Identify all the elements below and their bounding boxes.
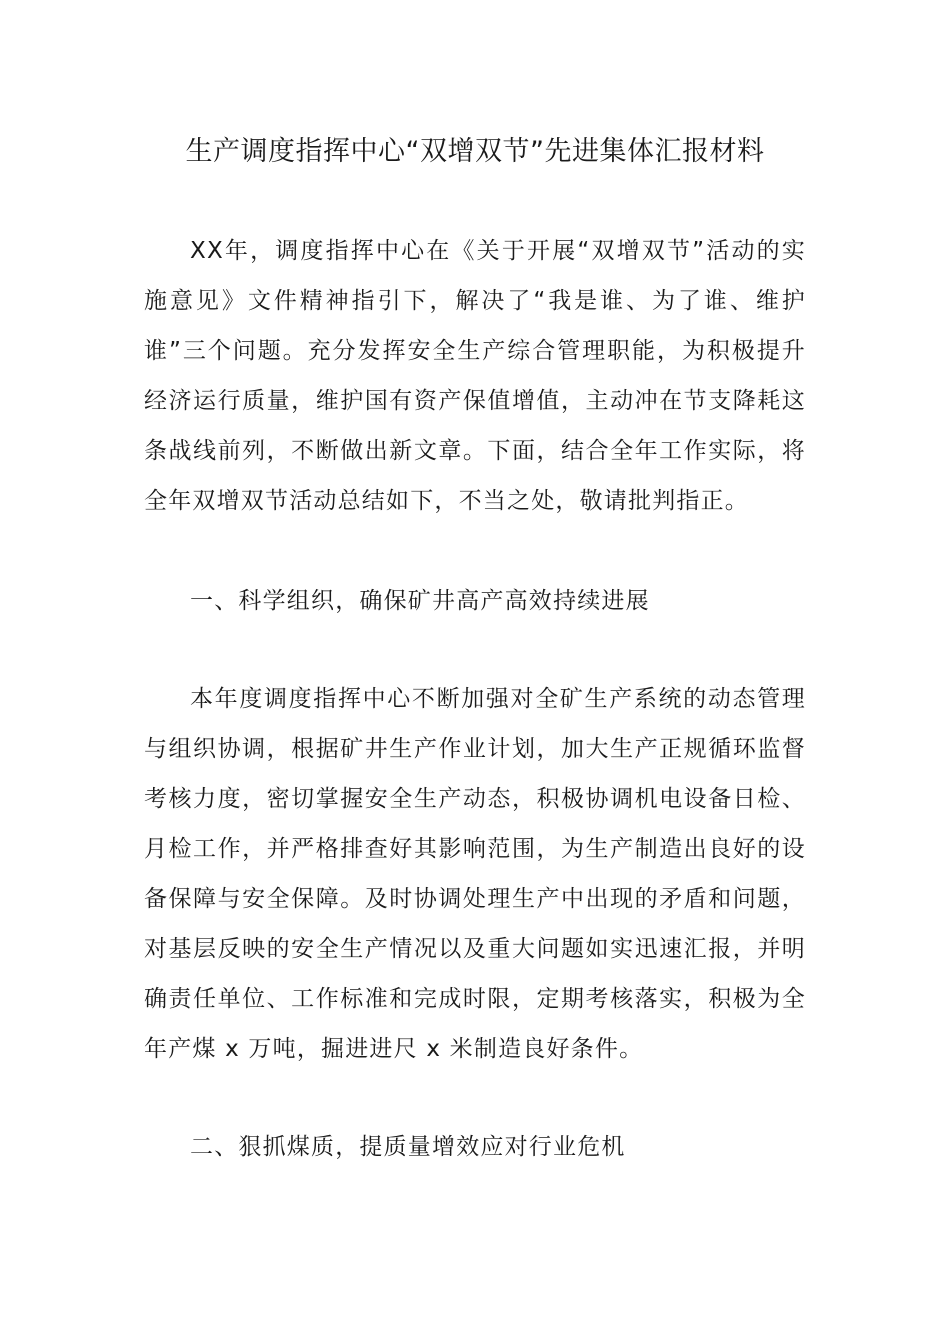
section-2-heading: 二、狠抓煤质，提质量增效应对行业危机	[190, 1134, 626, 1160]
intro-paragraph: XX年，调度指挥中心在《关于开展“双增双节”活动的实施意见》文件精神指引下，解决了“我是谁、为了谁、维护谁”三个问题。充分发挥安全生产综合管理职能，为积极提升经济运行质量，维护国有资产保值增值，主动冲在节支降耗这条战线前列，不断做出新文章。下面，结合全年工作实际，将全年双增双节活动总结如下，不当之处，敬请批判指正。	[144, 238, 806, 514]
section-1-heading: 一、科学组织，确保矿井高产高效持续进展	[190, 588, 650, 614]
document-title: 生产调度指挥中心“双增双节”先进集体汇报材料	[185, 136, 765, 167]
section-1-paragraph: 本年度调度指挥中心不断加强对全矿生产系统的动态管理与组织协调，根据矿井生产作业计划，加大生产正规循环监督考核力度，密切掌握安全生产动态，积极协调机电设备日检、月检工作，并严格排查好其影响范围，为生产制造出良好的设备保障与安全保障。及时协调处理生产中出现的矛盾和问题，对基层反映的安全生产情况以及重大问题如实迅速汇报，并明确责任单位、工作标准和完成时限，定期考核落实，积极为全年产煤 x 万吨，掘进进尺 x 米制造良好条件。	[144, 686, 806, 1062]
